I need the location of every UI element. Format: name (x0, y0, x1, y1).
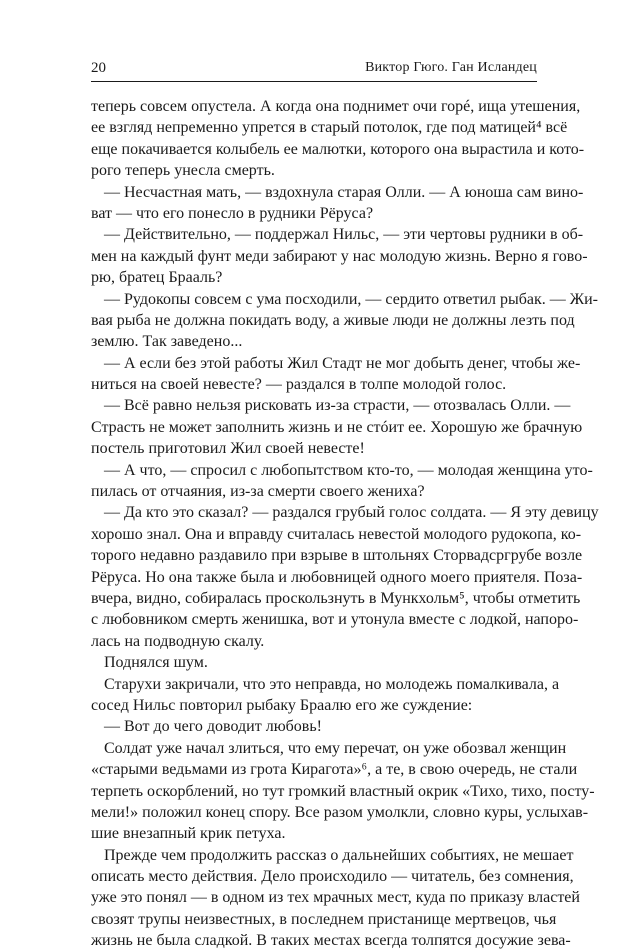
page-header (91, 59, 537, 81)
text-line: землю. Так заведено... (91, 333, 243, 351)
text-line: терпеть оскорблений, но тут громкий властный окрик «Тихо, тихо, посту- (91, 782, 595, 800)
text-line: — А если без этой работы Жил Стадт не мог добыть денег, чтобы же- (104, 354, 581, 372)
text-line: рю, братец Брааль? (91, 269, 223, 287)
text-line: вая рыба не должна покидать воду, а живые люди не должны лезть под (91, 311, 575, 329)
header-rule (91, 81, 537, 82)
text-line: ниться на своей невесте? — раздался в толпе молодой голос. (91, 376, 507, 394)
paragraph (91, 845, 580, 952)
text-line: свозят трупы неизвестных, в последнем пристанище мертвецов, чья (91, 910, 557, 928)
text-line: — Действительно, — поддержал Нильс, — эти чертовы рудники в об- (104, 226, 584, 244)
paragraph (91, 182, 584, 225)
text-line: с любовником смерть женишка, вот и утонула вместе с лодкой, напоро- (91, 611, 579, 629)
text-line: шие внезапный крик петуха. (91, 825, 286, 843)
text-line: — Да кто это сказал? — раздался грубый голос солдата. — Я эту девицу (104, 504, 599, 522)
text-line: — Вот до чего доводит любовь! (104, 718, 322, 736)
paragraph (91, 716, 537, 737)
text-line: хорошо знал. Она и вправду считалась невестой молодого рудокопа, ко- (91, 525, 582, 543)
text-line: рого теперь унесла смерть. (91, 162, 275, 180)
page-number: 20 (91, 60, 106, 76)
text-line: Старухи закричали, что это неправда, но молодежь помалкивала, а (104, 675, 560, 693)
text-line: лась на подводную скалу. (91, 632, 265, 650)
running-head: Виктор Гюго. Ган Исландец (365, 60, 537, 75)
paragraph (91, 460, 593, 503)
text-line: вчера, видно, собиралась проскользнуть в Мункхольм⁵, чтобы отметить (91, 589, 581, 607)
text-line: ее взгляд непременно упрется в старый потолок, где под матицей⁴ всё (91, 119, 568, 137)
paragraph (91, 96, 585, 182)
text-line: ват — что его понесло в рудники Рёруса? (91, 204, 374, 222)
text-line: Поднялся шум. (104, 654, 208, 672)
text-line: Рёруса. Но она также была и любовницей одного моего приятеля. Поза- (91, 568, 583, 586)
paragraph (91, 502, 599, 652)
text-line: мели!» положил конец спору. Все разом умолкли, словно куры, услыхав- (91, 803, 589, 821)
text-line: «старыми ведьмами из грота Кирагота»⁶, а те, в свою очередь, не стали (91, 761, 578, 779)
paragraph (91, 652, 537, 673)
text-line: — Несчастная мать, — вздохнула старая Олли. — А юноша сам вино- (104, 183, 584, 201)
paragraph (91, 289, 598, 353)
text-line: еще покачивается колыбель ее малютки, которого она вырастила и кото- (91, 140, 585, 158)
text-line: теперь совсем опустела. А когда она поднимет очи горé, ища утешения, (91, 98, 581, 115)
text-line: жизнь не была сладкой. В таких местах всегда толпятся досужие зева- (91, 932, 571, 950)
text-line: пилась от отчаяния, из-за смерти своего жениха? (91, 483, 425, 501)
text-line: уже это понял — в одном из тех мрачных мест, куда по приказу властей (91, 889, 580, 907)
text-line: мен на каждый фунт меди забирают у нас молодую жизнь. Верно я гово- (91, 247, 588, 265)
text-line: сосед Нильс повторил рыбаку Браалю его же суждение: (91, 696, 473, 714)
text-line: Прежде чем продолжить рассказ о дальнейших событиях, не мешает (104, 846, 574, 864)
text-line: — Рудокопы совсем с ума посходили, — сердито ответил рыбак. — Жи- (104, 290, 598, 308)
text-line: постель приготовил Жил своей невесте! (91, 440, 365, 458)
text-line: Солдат уже начал злиться, что ему перечат, он уже обозвал женщин (104, 739, 567, 757)
text-line: — Всё равно нельзя рисковать из-за страсти, — отозвалась Олли. — (104, 397, 571, 415)
paragraph (91, 395, 583, 459)
paragraph (91, 738, 595, 845)
text-line: торого недавно раздавило при взрыве в штольнях Сторвадсргрубе возле (91, 547, 583, 565)
text-line: Страсть не может заполнить жизнь и не стóит ее. Хорошую же брачную (91, 418, 583, 436)
paragraph (91, 353, 581, 396)
paragraph (91, 674, 560, 717)
body-text (91, 96, 599, 952)
paragraph (91, 224, 588, 288)
text-line: описать место действия. Дело происходило — читатель, без сомнения, (91, 868, 574, 886)
text-line: — А что, — спросил с любопытством кто-то, — молодая женщина уто- (104, 461, 593, 479)
